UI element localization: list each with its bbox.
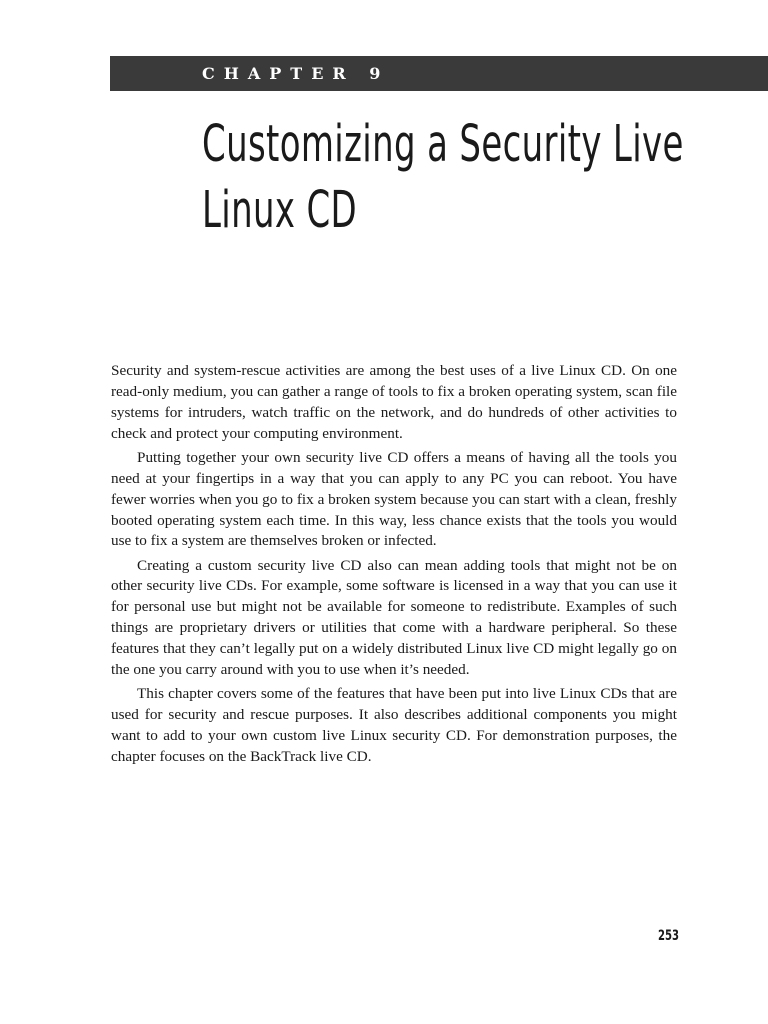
- chapter-header-bar: [110, 56, 768, 91]
- chapter-title-line-1: Customizing a Security Live: [202, 115, 684, 174]
- chapter-title-line-2: Linux CD: [202, 181, 358, 240]
- chapter-label: CHAPTER 9: [202, 64, 390, 83]
- chapter-intro-text: [111, 361, 677, 771]
- page-number: 253: [658, 928, 680, 944]
- paragraph-4: This chapter covers some of the features that have been put into live Linux CDs that are used for security and rescue purposes. It also describes additional components you might want to add to your own custom live Linux security CD. For demonstration purposes, the chapter focuses on the BackTrack live CD.: [111, 685, 677, 765]
- chapter-title: [202, 112, 684, 244]
- paragraph-2: Putting together your own security live CD offers a means of having all the tools you need at your fingertips in a way that you can apply to any PC you can reboot. You have fewer worries when you go to fix a broken system because you can start with a clean, freshly booted operating system each time. In this way, less chance exists that the tools you would use to fix a system are themselves broken or infected.: [111, 448, 677, 550]
- paragraph-3: Creating a custom security live CD also can mean adding tools that might not be on other security live CDs. For example, some software is licensed in a way that you can use it for personal use but might not be available for someone to redistribute. Examples of such things are proprietary drivers or utilities that come with a hardware peripheral. So these features that they can’t legally put on a widely distributed Linux live CD might legally go on the one you carry around with you to use when it’s needed.: [111, 556, 677, 679]
- paragraph-1: Security and system-rescue activities are among the best uses of a live Linux CD. On one read-only medium, you can gather a range of tools to fix a broken operating system, scan file systems for intruders, watch traffic on the network, and do hundreds of other activities to check and protect your computing environment.: [111, 362, 677, 442]
